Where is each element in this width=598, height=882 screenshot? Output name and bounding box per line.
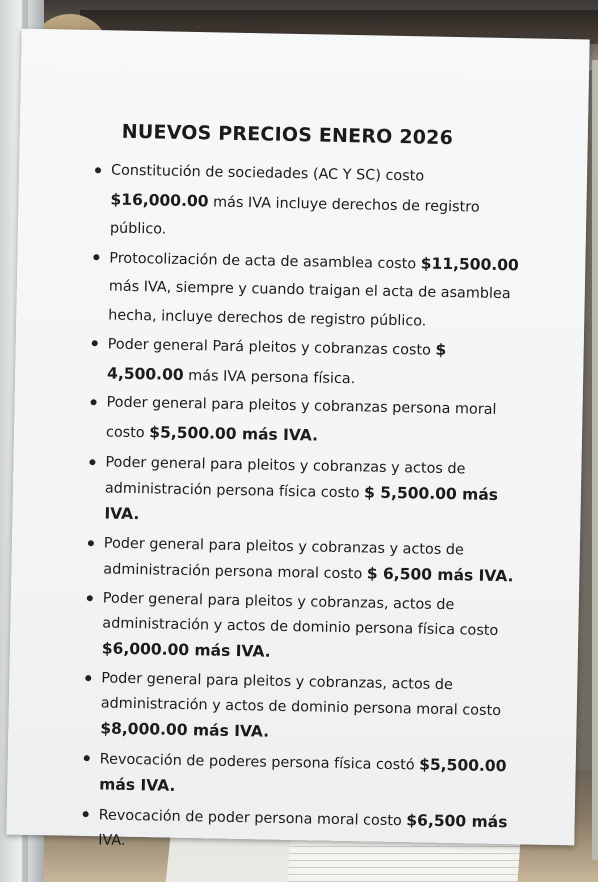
item-text: Poder general para pleitos y cobranzas y actos de administración persona física costo — [104, 454, 466, 502]
item-price: $11,500.00 — [420, 253, 519, 274]
bullet-icon — [84, 755, 90, 761]
item-text: Revocación de poder persona moral costo — [98, 807, 402, 830]
item-price: $6,000.00 más IVA. — [101, 639, 271, 661]
bullet-icon — [83, 811, 89, 817]
bullet-icon — [89, 459, 95, 465]
item-price: $ 6,500 más IVA. — [366, 564, 514, 586]
bullet-icon — [91, 399, 97, 405]
item-text: Protocolización de acta de asamblea costo — [109, 250, 417, 272]
list-item — [79, 329, 520, 396]
item-text: Poder general para pleitos y cobranzas, actos de administración y actos de dominio persona física costo — [102, 590, 499, 640]
notice-title: NUEVOS PRECIOS ENERO 2026 — [121, 120, 454, 150]
bullet-icon — [87, 595, 93, 601]
item-text-after: IVA. — [98, 832, 126, 849]
item-price: $ 5,500.00 más IVA. — [104, 483, 499, 524]
notice-content — [70, 120, 524, 861]
item-price: $6,500 más — [406, 811, 508, 832]
bullet-icon — [95, 167, 101, 173]
item-text: Poder general Pará pleitos y cobranzas costo — [107, 336, 432, 359]
list-item — [70, 802, 511, 861]
item-price: $5,500.00 más IVA. — [99, 755, 507, 795]
list-item — [80, 242, 522, 337]
item-text: Poder general para pleitos y cobranzas persona moral costo — [105, 394, 497, 441]
list-item — [72, 666, 513, 750]
list-item — [78, 388, 519, 454]
item-price: $5,500.00 más IVA. — [149, 422, 319, 445]
list-item — [82, 156, 524, 251]
price-list — [70, 156, 523, 861]
item-text: Revocación de poderes persona física costó — [99, 751, 415, 774]
item-text-after: más IVA persona física. — [188, 367, 356, 387]
item-text-after: más IVA, siempre y cuando traigan el acta de asamblea hecha, incluye derechos de registro público. — [108, 278, 511, 330]
bullet-icon — [88, 540, 94, 546]
bullet-icon — [85, 675, 91, 681]
bullet-icon — [92, 340, 98, 346]
list-item — [71, 746, 512, 806]
item-price: $ 4,500.00 — [106, 340, 447, 384]
list-item — [74, 586, 515, 670]
list-item — [76, 450, 517, 535]
item-price: $8,000.00 más IVA. — [100, 719, 270, 741]
list-item — [75, 531, 516, 590]
background-edge — [592, 60, 598, 860]
item-text: Poder general para pleitos y cobranzas y actos de administración persona moral costo — [103, 535, 465, 583]
item-text: Poder general para pleitos y cobranzas, actos de administración y actos de dominio persona moral costo — [100, 670, 502, 720]
item-price: $16,000.00 — [110, 190, 209, 210]
item-text: Constitución de sociedades (AC Y SC) costo — [110, 162, 425, 185]
bullet-icon — [93, 254, 99, 260]
item-text-after: más IVA incluye derechos de registro público. — [109, 193, 480, 238]
